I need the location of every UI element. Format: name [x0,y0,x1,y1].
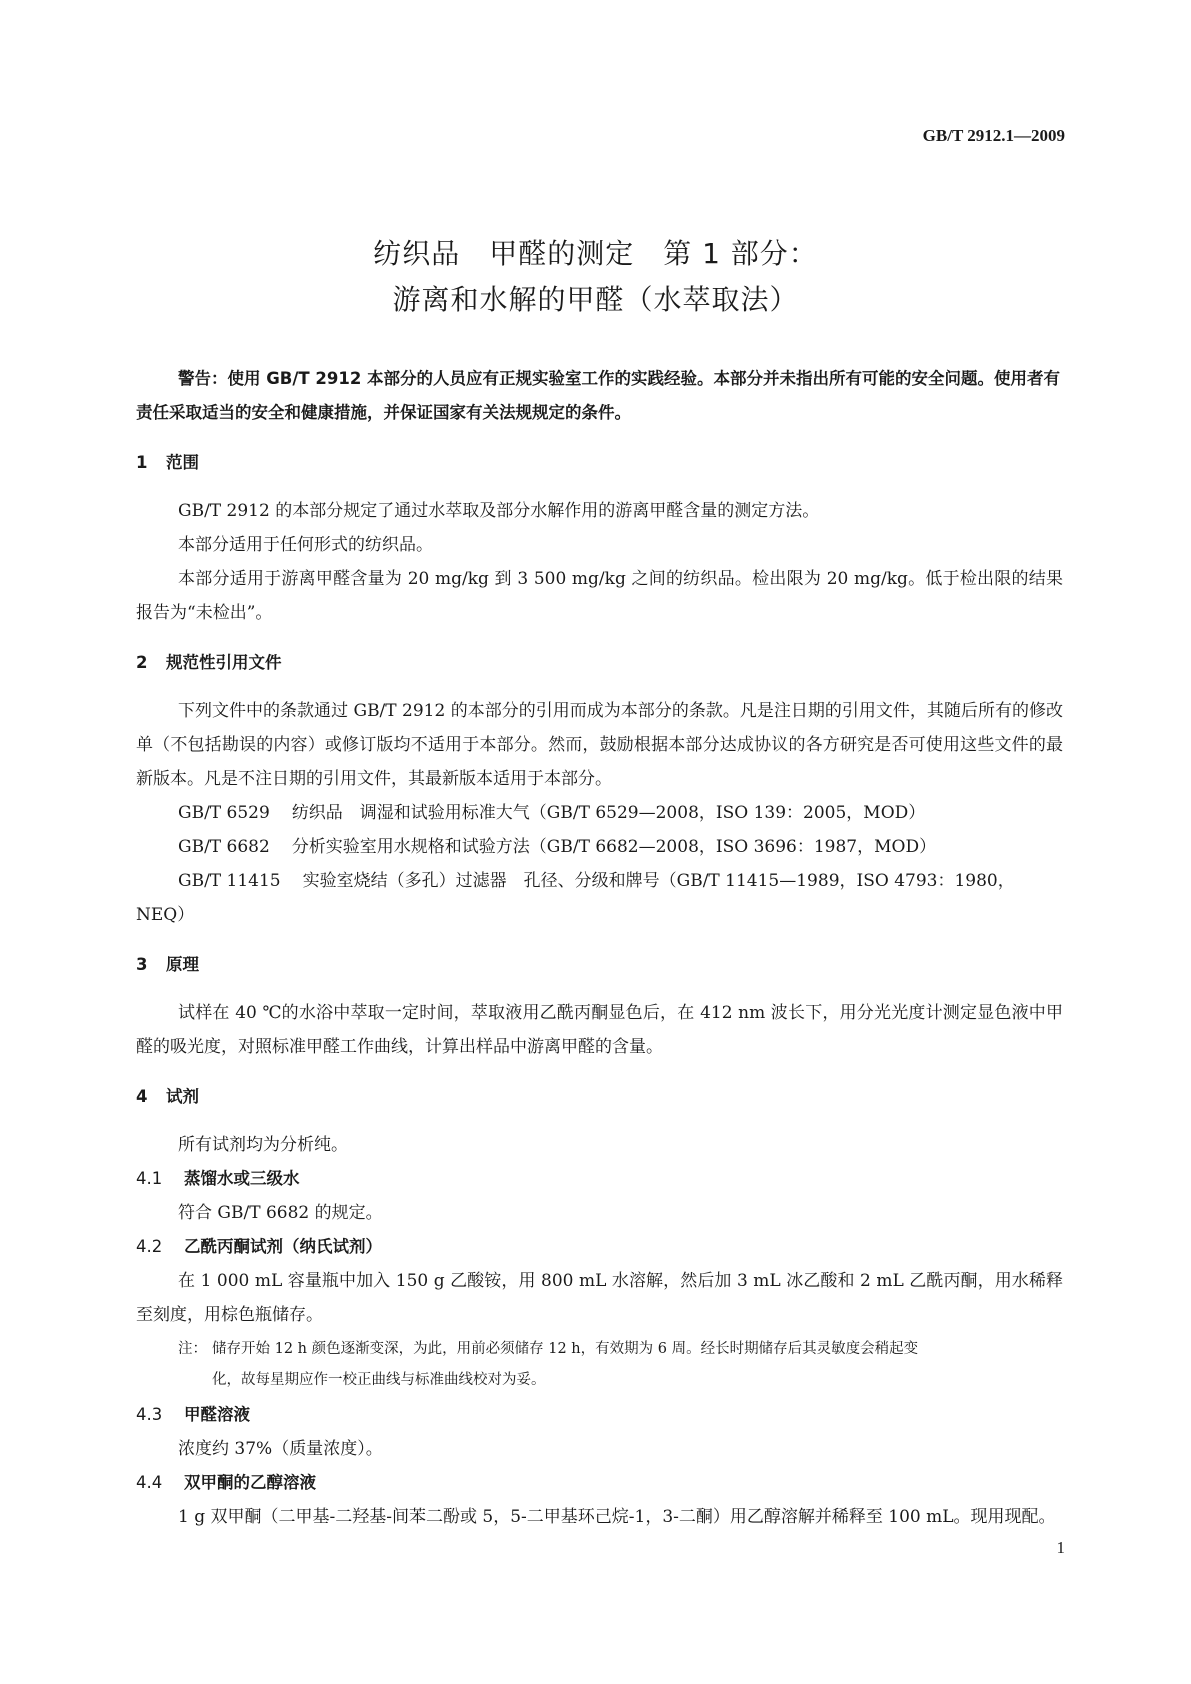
section-3-heading [136,948,1063,982]
subsection-4-4-heading [136,1466,1063,1500]
title-line-2: 游离和水解的甲醛（水萃取法） [392,283,799,316]
reference-code: GB/T 11415 [178,871,281,891]
subsection-number: 4.4 [136,1473,163,1492]
subsection-4-1-heading [136,1162,1063,1196]
note-text: 化，故每星期应作一校正曲线与标准曲线校对为妥。 [212,1372,546,1388]
reference-text: 实验室烧结（多孔）过滤器 孔径、分级和牌号（GB/T 11415—1989，ISO 4793：1980，NEQ） [136,871,1015,925]
section-number: 1 [136,453,148,472]
paragraph: 所有试剂均为分析纯。 [178,1135,348,1155]
reference-text: 纺织品 调湿和试验用标准大气（GB/T 6529—2008，ISO 139：2005，MOD） [291,803,926,823]
document-body [136,362,1063,1534]
paragraph: 在 1 000 mL 容量瓶中加入 150 g 乙酸铵，用 800 mL 水溶解，然后加 3 mL 冰乙酸和 2 mL 乙酰丙酮，用水稀释至刻度，用棕色瓶储存。 [136,1271,1063,1325]
subsection-4-2-heading [136,1230,1063,1264]
subsection-number: 4.2 [136,1237,163,1256]
page-number: 1 [1056,1538,1065,1557]
reference-item [136,830,1063,864]
reference-item [136,864,1063,932]
reference-code: GB/T 6682 [178,837,270,857]
subsection-title: 双甲酮的乙醇溶液 [184,1473,316,1492]
section-number: 4 [136,1087,148,1106]
section-4-heading [136,1080,1063,1114]
note-text: 储存开始 12 h 颜色逐渐变深，为此，用前必须储存 12 h，有效期为 6 周。经长时期储存后其灵敏度会稍起变 [212,1341,919,1357]
standard-code: GB/T 2912.1—2009 [922,126,1065,145]
subsection-title: 甲醛溶液 [184,1405,250,1424]
subsection-4-3-heading [136,1398,1063,1432]
paragraph: 浓度约 37%（质量浓度）。 [178,1439,383,1459]
subsection-title: 蒸馏水或三级水 [184,1169,300,1188]
note [136,1334,1063,1396]
paragraph: 本部分适用于游离甲醛含量为 20 mg/kg 到 3 500 mg/kg 之间的纺织品。检出限为 20 mg/kg。低于检出限的结果报告为“未检出”。 [136,569,1063,623]
paragraph: 本部分适用于任何形式的纺织品。 [178,535,433,555]
subsection-number: 4.3 [136,1405,163,1424]
warning-text: 警告：使用 GB/T 2912 本部分的人员应有正规实验室工作的实践经验。本部分并未指出所有可能的安全问题。使用者有责任采取适当的安全和健康措施，并保证国家有关法规规定的条件。 [136,369,1061,422]
section-title: 原理 [166,955,199,974]
section-title: 规范性引用文件 [166,653,282,672]
section-number: 3 [136,955,148,974]
subsection-title: 乙酰丙酮试剂（纳氏试剂） [184,1237,382,1256]
subsection-number: 4.1 [136,1169,163,1188]
section-2-heading [136,646,1063,680]
reference-text: 分析实验室用水规格和试验方法（GB/T 6682—2008，ISO 3696：1987，MOD） [291,837,937,857]
paragraph: 1 g 双甲酮（二甲基-二羟基-间苯二酚或 5，5-二甲基环己烷-1，3-二酮）用乙醇溶解并稀释至 100 mL。现用现配。 [178,1507,1056,1527]
section-title: 试剂 [166,1087,199,1106]
section-title: 范围 [166,453,199,472]
reference-code: GB/T 6529 [178,803,270,823]
paragraph: 符合 GB/T 6682 的规定。 [178,1203,383,1223]
title-line-1: 纺织品 甲醛的测定 第 1 部分： [373,237,818,270]
section-1-heading [136,446,1063,480]
paragraph: 下列文件中的条款通过 GB/T 2912 的本部分的引用而成为本部分的条款。凡是注日期的引用文件，其随后所有的修改单（不包括勘误的内容）或修订版均不适用于本部分。然而，鼓励根据本部分达成协议的各方研究是否可使用这些文件的最新版本。凡是不注日期的引用文件，其最新版本适用于本部分。 [136,701,1063,789]
paragraph: GB/T 2912 的本部分规定了通过水萃取及部分水解作用的游离甲醛含量的测定方法。 [178,501,820,521]
reference-item [136,796,1063,830]
paragraph: 试样在 40 ℃的水浴中萃取一定时间，萃取液用乙酰丙酮显色后，在 412 nm 波长下，用分光光度计测定显色液中甲醛的吸光度，对照标准甲醛工作曲线，计算出样品中游离甲醛的含量。 [136,1003,1063,1057]
note-label: 注： [178,1341,207,1357]
section-number: 2 [136,653,148,672]
